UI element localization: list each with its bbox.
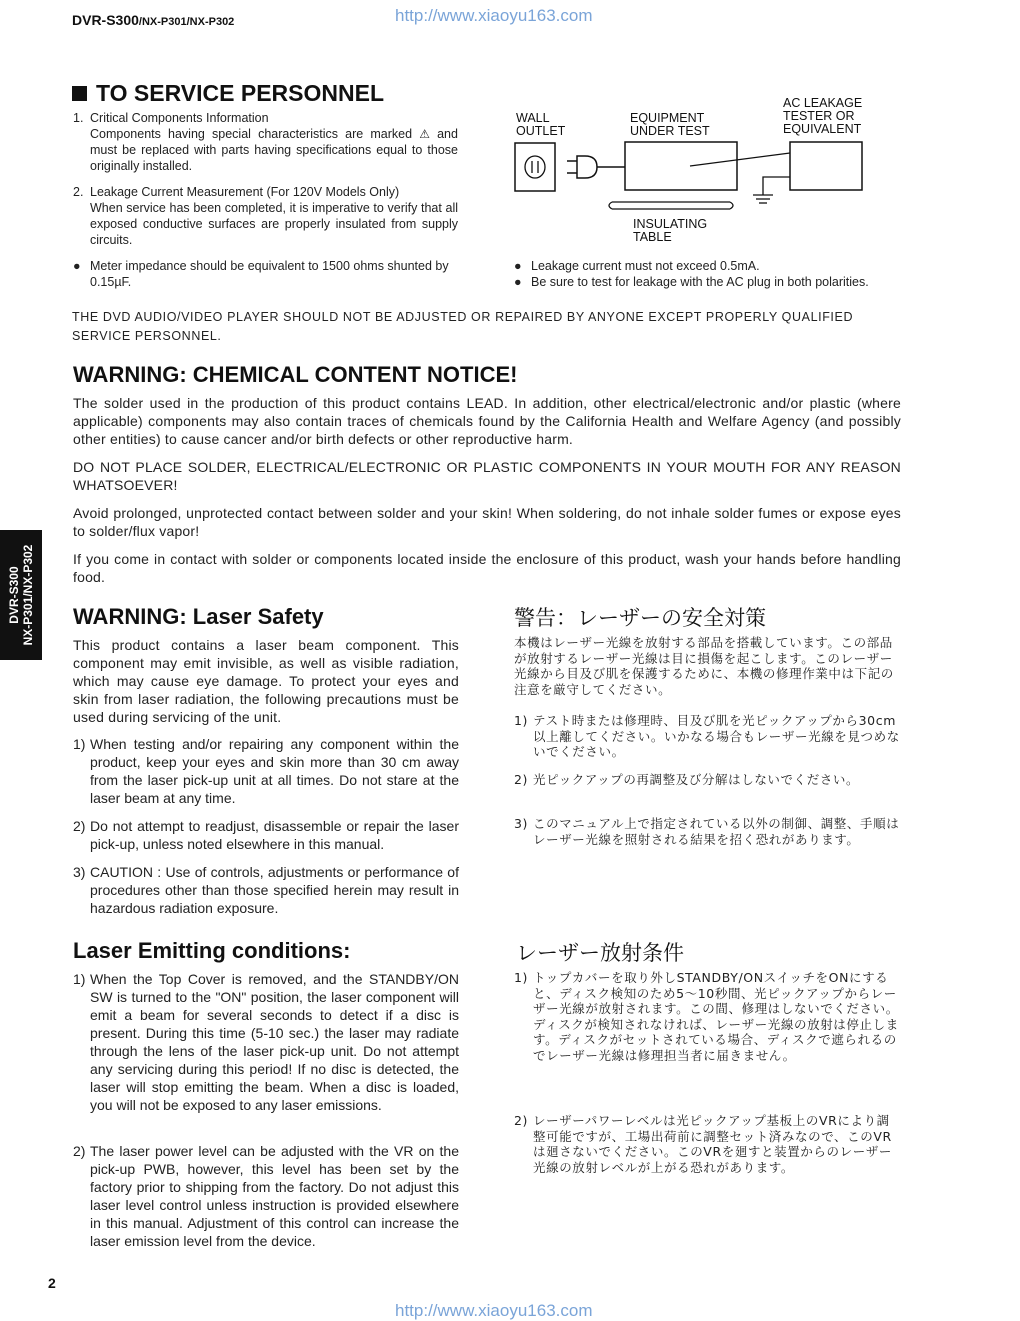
chemical-p4: If you come in contact with solder or components located inside the enclosure of this product, wash your hands before handling food. — [73, 551, 901, 585]
model-header — [72, 12, 234, 28]
emitting-jp-item-1 — [514, 970, 900, 1063]
laser-safety-item-2-num: 2) — [73, 818, 86, 834]
laser-safety-jp-intro: 本機はレーザー光線を放射する部品を搭載しています。この部品が放射するレーザー光線は目に損傷を起こします。このレーザー光線から目及び肌を保護するために、本機の修理作業中は下記の注意を厳守してください。 — [514, 635, 894, 697]
bullet-dot-icon: ● — [514, 259, 522, 273]
laser-safety-jp-item-1-num: 1) — [514, 713, 529, 728]
table-label-1: INSULATING — [633, 217, 708, 231]
emitting-item-2 — [73, 1142, 459, 1250]
bullet-dot-icon: ● — [73, 259, 81, 273]
service-item-1-text-b: and must be replaced with parts having specifications equal to those originally installed. — [90, 127, 458, 173]
side-tab-line2: NX-P301/NX-P302 — [21, 544, 35, 646]
laser-safety-jp-item-2-text: 光ピックアップの再調整及び分解はしないでください。 — [533, 772, 860, 787]
laser-safety-jp-title: 警告：レーザーの安全対策 — [514, 606, 766, 630]
ac-tester-label — [783, 97, 862, 136]
leakage-test-diagram — [505, 135, 905, 225]
emitting-item-2-num: 2) — [73, 1143, 86, 1159]
emitting-jp-item-1-text: トップカバーを取り外しSTANDBY/ONスイッチをONにすると、ディスク検知のため5〜10秒間、光ピックアップからレーザー光線が放射されます。この間、修理はしないでください。 — [533, 970, 899, 1016]
emitting-item-1 — [73, 970, 459, 1114]
laser-safety-title: WARNING: Laser Safety — [73, 604, 324, 629]
laser-safety-jp-item-3-text: このマニュアル上で指定されている以外の制御、調整、手順はレーザー光線を照射される結果を招く恐れがあります。 — [533, 816, 900, 847]
emitting-item-1-num: 1) — [73, 971, 86, 987]
service-title — [72, 80, 384, 107]
wall-outlet-label-2: OUTLET — [516, 124, 566, 138]
laser-safety-item-1-text: When testing and/or repairing any component within the product, keep your eyes and skin more than 30 cm away from the laser pick-up unit at all times. Do not stare at the laser beam at any time. — [90, 736, 459, 806]
emitting-title: Laser Emitting conditions: — [73, 938, 351, 963]
service-bullet-left-text: Meter impedance should be equivalent to 1500 ohms shunted by 0.15µF. — [90, 259, 449, 289]
service-bullet-left — [73, 258, 458, 290]
emitting-jp-title: レーザー放射条件 — [516, 941, 684, 965]
ground-symbol-icon — [753, 195, 773, 203]
emitting-jp-item-1-text2: ディスクが検知されなければ、レーザー光線の放射は停止します。ディスクがセットされている場合、ディスクで遮られるのでレーザー光線は修理担当者に届きません。 — [533, 1016, 899, 1063]
laser-safety-jp-item-3-num: 3) — [514, 816, 529, 831]
service-item-1-body — [90, 126, 458, 174]
watermark-url-top: http://www.xiaoyu163.com — [395, 6, 593, 25]
ac-tester-box — [790, 142, 862, 190]
service-bullet-right-2 — [514, 274, 914, 290]
laser-safety-item-3-num: 3) — [73, 864, 86, 880]
probe-wire — [690, 153, 790, 166]
model-sub: /NX-P301/NX-P302 — [138, 16, 235, 28]
service-bullet-right-1 — [514, 258, 914, 274]
chemical-p2: DO NOT PLACE SOLDER, ELECTRICAL/ELECTRONIC OR PLASTIC COMPONENTS IN YOUR MOUTH FOR ANY REASON WHATSOEVER! — [73, 459, 901, 493]
service-item-2 — [73, 184, 458, 248]
page-number: 2 — [48, 1275, 56, 1291]
laser-safety-jp-item-2 — [514, 772, 900, 788]
table-label-2: TABLE — [633, 230, 672, 244]
wall-outlet-label-1: WALL — [516, 111, 550, 125]
service-title-text: TO SERVICE PERSONNEL — [96, 80, 384, 106]
warning-triangle-icon: ⚠ — [419, 127, 430, 141]
bullet-dot-icon: ● — [514, 275, 522, 289]
service-item-2-title: Leakage Current Measurement (For 120V Models Only) — [90, 185, 400, 199]
side-tab — [0, 530, 42, 660]
laser-safety-jp-item-3 — [514, 816, 900, 847]
chemical-p3: Avoid prolonged, unprotected contact between solder and your skin! When soldering, do not inhale solder fumes or expose eyes to solder/flux vapor! — [73, 505, 901, 539]
emitting-item-2-text: The laser power level can be adjusted with the VR on the pick-up PWB, however, this level has been set by the factory prior to shipping from the factory. Do not adjust this laser level control unless instruction is provided elsewhere in this manual. Adjustment of this control can increase the laser emission level from the device. — [90, 1143, 459, 1249]
ground-wire — [763, 177, 790, 195]
laser-safety-item-2 — [73, 817, 459, 853]
emitting-item-1-text: When the Top Cover is removed, and the STANDBY/ON SW is turned to the "ON" position, the laser component will emit a beam for several seconds to detect if a disc is present. During this time (5-10 sec.) the laser may radiate through the lens of the laser pick-up unit. Do not attempt any servicing during this period! If no disc is detected, the laser will stop emitting the beam. When a disc is loaded, you will not be exposed to any laser emissions. — [90, 971, 459, 1113]
equipment-box — [625, 142, 737, 190]
emitting-jp-item-2-num: 2) — [514, 1113, 529, 1128]
emitting-jp-item-1-num: 1) — [514, 970, 529, 985]
emitting-jp-item-2-text: レーザーパワーレベルは光ピックアップ基板上のVRにより調整可能ですが、工場出荷前に調整セット済みなので、このVRは廻さないでください。このVRを廻すと装置からのレーザー光線の放射レベルが上がる恐れがあります。 — [533, 1113, 893, 1175]
service-item-1-title: Critical Components Information — [90, 111, 269, 125]
laser-safety-item-3-text: CAUTION : Use of controls, adjustments or performance of procedures other than those specified herein may result in hazardous radiation exposure. — [90, 864, 459, 916]
insulating-table-icon — [609, 202, 733, 209]
service-caps-notice: THE DVD AUDIO/VIDEO PLAYER SHOULD NOT BE ADJUSTED OR REPAIRED BY ANYONE EXCEPT PROPERLY QUALIFIED SERVICE PERSONNEL. — [72, 310, 854, 343]
service-item-2-text: When service has been completed, it is imperative to verify that all exposed conductive surfaces are properly insulated from supply circuits. — [90, 201, 458, 247]
service-bullet-right-1-text: Leakage current must not exceed 0.5mA. — [531, 259, 760, 273]
service-item-1-num: 1. — [73, 111, 84, 125]
chemical-p1: The solder used in the production of this product contains LEAD. In addition, other electrical/electronic and/or plastic (where applicable) components may also contain traces of chemicals found by the California Health and Welfare Agency (and possibly other entities) to cause cancer and/or birth defects or other reproductive harm. — [73, 395, 901, 447]
ac-tester-label-1: AC LEAKAGE — [783, 96, 863, 110]
service-bullet-right-2-text: Be sure to test for leakage with the AC plug in both polarities. — [531, 275, 869, 289]
equipment-label-2: UNDER TEST — [630, 124, 710, 138]
watermark-url-bottom: http://www.xiaoyu163.com — [395, 1301, 593, 1320]
emitting-jp-item-1-body — [533, 970, 900, 1063]
outlet-socket-icon — [525, 156, 545, 178]
laser-safety-item-1-num: 1) — [73, 736, 86, 752]
laser-safety-jp-item-1 — [514, 713, 900, 760]
square-bullet-icon — [72, 86, 87, 101]
ac-tester-label-3: EQUIVALENT — [783, 122, 862, 136]
laser-safety-item-1 — [73, 735, 459, 807]
side-tab-line1: DVR-S300 — [7, 566, 21, 624]
service-item-1-text-a: Components having special characteristics are marked — [90, 127, 413, 141]
laser-safety-jp-item-2-num: 2) — [514, 772, 529, 787]
laser-safety-jp-item-1-text: テスト時または修理時、目及び肌を光ピックアップから30cm以上離してください。いかなる場合もレーザー光線を見つめないでください。 — [533, 713, 900, 759]
chemical-title: WARNING: CHEMICAL CONTENT NOTICE! — [73, 362, 518, 387]
laser-safety-intro: This product contains a laser beam component. This component may emit invisible, as well as visible radiation, which may cause eye damage. To protect your eyes and skin from laser radiation, the following precautions must be used during servicing of the unit. — [73, 637, 459, 725]
side-tab-text — [7, 545, 35, 646]
model-main: DVR-S300 — [72, 12, 139, 28]
wall-outlet-box — [515, 143, 555, 191]
laser-safety-item-2-text: Do not attempt to readjust, disassemble or repair the laser pick-up, unless noted elsewhere in this manual. — [90, 818, 459, 852]
service-item-1 — [73, 110, 458, 174]
emitting-jp-item-2 — [514, 1113, 900, 1175]
ac-tester-label-2: TESTER OR — [783, 109, 855, 123]
laser-safety-item-3 — [73, 863, 459, 917]
service-item-2-num: 2. — [73, 185, 84, 199]
ac-plug-icon — [567, 156, 597, 178]
equipment-label-1: EQUIPMENT — [630, 111, 705, 125]
